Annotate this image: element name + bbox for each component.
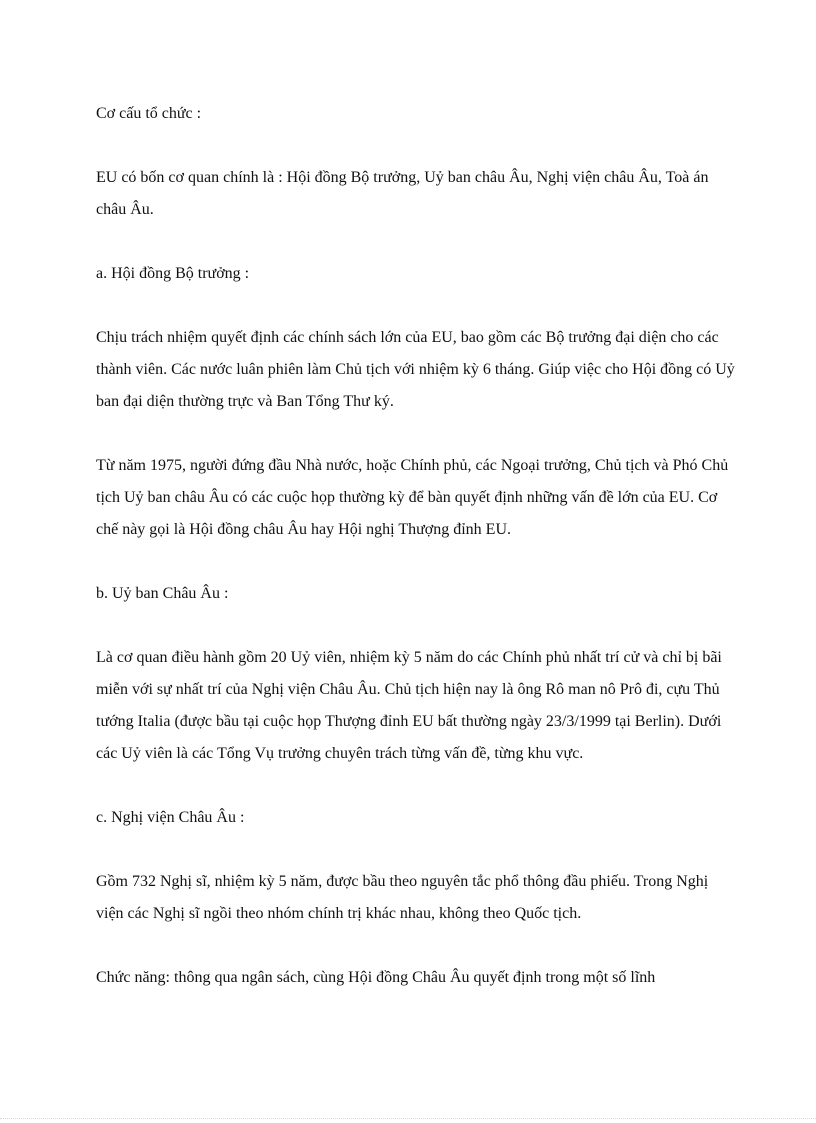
- paragraph-council-duties: Chịu trách nhiệm quyết định các chính sách lớn của EU, bao gồm các Bộ trưởng đại diện cho các thành viên. Các nước luân phiên làm Chủ tịch với nhiệm kỳ 6 tháng. Giúp việc cho Hội đồng có Uỷ ban đại diện thường trực và Ban Tổng Thư ký.: [96, 329, 735, 410]
- heading-european-parliament: c. Nghị viện Châu Âu :: [96, 809, 245, 826]
- heading-council-of-ministers: a. Hội đồng Bộ trưởng :: [96, 265, 250, 282]
- heading-european-commission: b. Uỷ ban Châu Âu :: [96, 585, 229, 602]
- paragraph-parliament-members: Gồm 732 Nghị sĩ, nhiệm kỳ 5 năm, được bầu theo nguyên tắc phổ thông đầu phiếu. Trong Nghị viện các Nghị sĩ ngồi theo nhóm chính trị khác nhau, không theo Quốc tịch.: [96, 873, 709, 922]
- document-body: [96, 98, 736, 1026]
- paragraph-commission-details: Là cơ quan điều hành gồm 20 Uỷ viên, nhiệm kỳ 5 năm do các Chính phủ nhất trí cử và chỉ bị bãi miễn với sự nhất trí của Nghị viện Châu Âu. Chủ tịch hiện nay là ông Rô man nô Prô đi, cựu Thủ tướng Italia (được bầu tại cuộc họp Thượng đỉnh EU bất thường ngày 23/3/1999 tại Berlin). Dưới các Uỷ viên là các Tổng Vụ trưởng chuyên trách từng vấn đề, từng khu vực.: [96, 649, 722, 762]
- paragraph-european-council: Từ năm 1975, người đứng đầu Nhà nước, hoặc Chính phủ, các Ngoại trưởng, Chủ tịch và Phó Chủ tịch Uỷ ban châu Âu có các cuộc họp thường kỳ để bàn quyết định những vấn đề lớn của EU. Cơ chế này gọi là Hội đồng châu Âu hay Hội nghị Thượng đỉnh EU.: [96, 457, 729, 538]
- paragraph-parliament-functions: Chức năng: thông qua ngân sách, cùng Hội đồng Châu Âu quyết định trong một số lĩnh: [96, 969, 656, 986]
- paragraph-eu-organs: EU có bốn cơ quan chính là : Hội đồng Bộ trưởng, Uỷ ban châu Âu, Nghị viện châu Âu, Toà án châu Âu.: [96, 169, 709, 218]
- page-bottom-edge: [0, 1118, 816, 1119]
- section-title: Cơ cấu tổ chức :: [96, 105, 202, 122]
